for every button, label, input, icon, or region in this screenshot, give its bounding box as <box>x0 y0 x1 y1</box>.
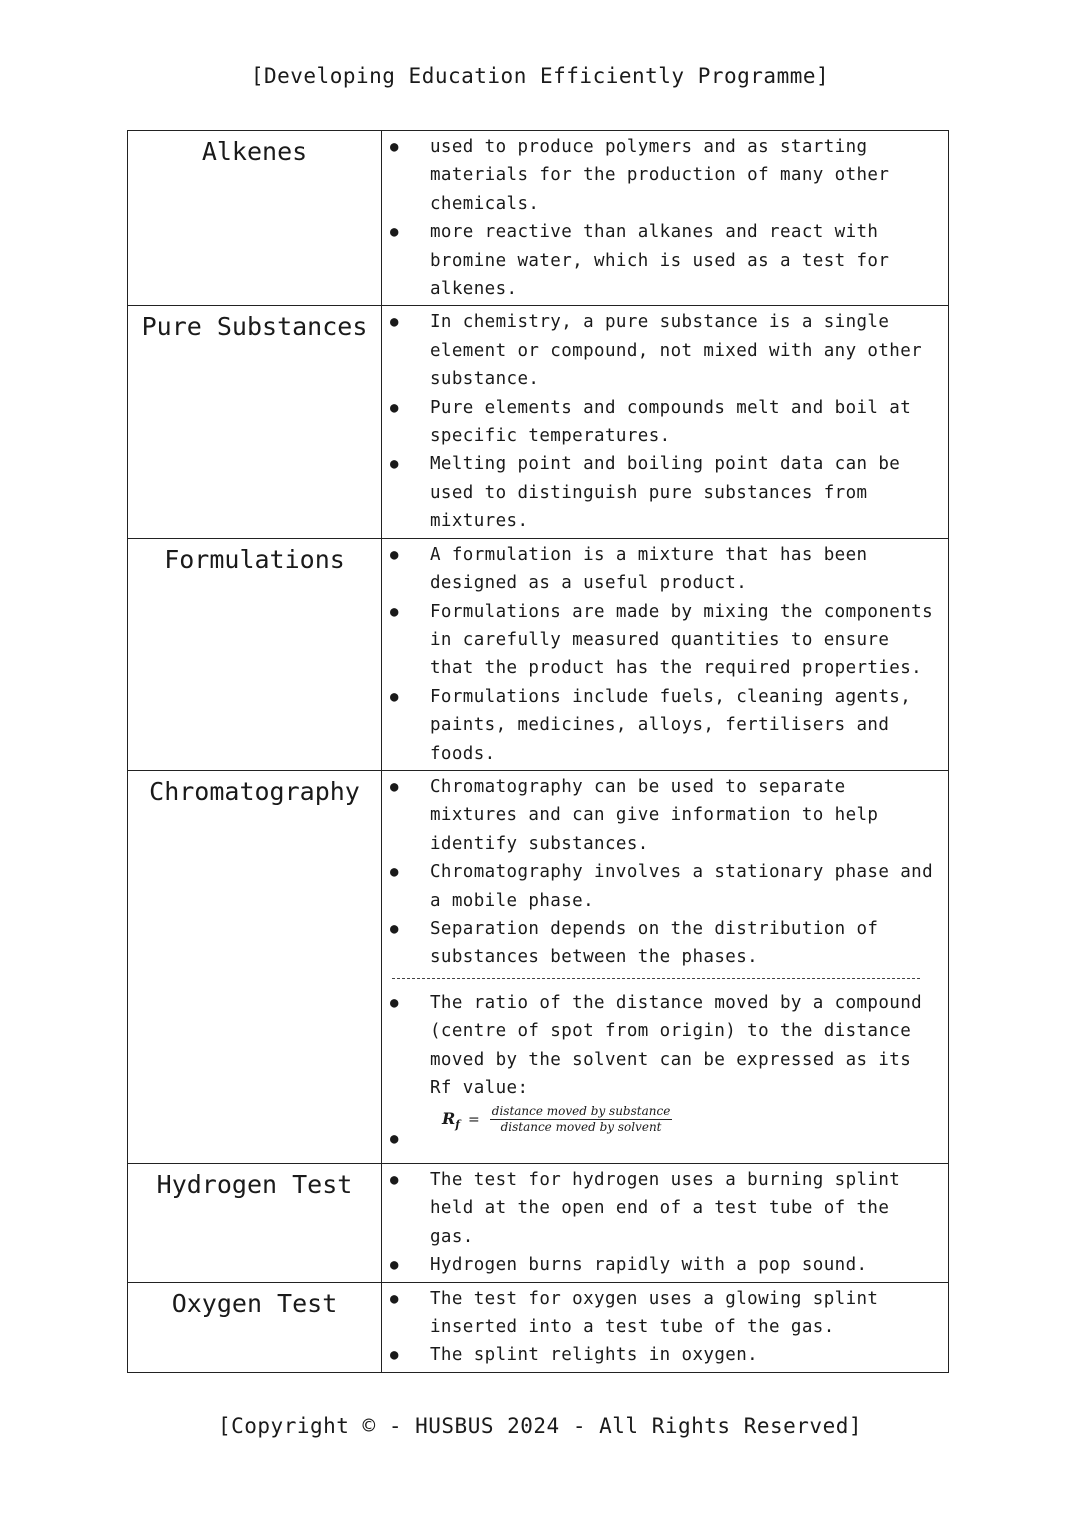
bullet-point: ● Formulations include fuels, cleaning agents, paints, medicines, alloys, fertilisers and foods. <box>390 683 936 768</box>
bullet-point: ● more reactive than alkanes and react with bromine water, which is used as a test for alkenes. <box>390 218 936 303</box>
bullet-point: ● Chromatography involves a stationary phase and a mobile phase. <box>390 858 936 915</box>
term-cell <box>128 538 382 770</box>
bullet-point: ● used to produce polymers and as starting materials for the production of many other chemicals. <box>390 133 936 218</box>
bullet-point: ● The ratio of the distance moved by a compound (centre of spot from origin) to the distance moved by the solvent can be expressed as its Rf value: <box>390 989 936 1103</box>
bullet-point: ● The test for hydrogen uses a burning splint held at the open end of a test tube of the gas. <box>390 1166 936 1251</box>
bullet-point: ● A formulation is a mixture that has been designed as a useful product. <box>390 541 936 598</box>
formula-denominator: distance moved by solvent <box>500 1120 662 1135</box>
description-cell <box>382 306 949 538</box>
formula-numerator: distance moved by substance <box>491 1104 671 1119</box>
description-cell <box>382 538 949 770</box>
term-cell <box>128 1282 382 1372</box>
empty-bullet <box>390 1135 936 1149</box>
table-row <box>128 1163 949 1282</box>
description-cell <box>382 1282 949 1372</box>
bullet-point: ● Separation depends on the distribution of substances between the phases. <box>390 915 936 972</box>
bullet-point: ● Pure elements and compounds melt and boil at specific temperatures. <box>390 394 936 451</box>
formula-fraction <box>490 1104 673 1135</box>
bullet-point: ● Formulations are made by mixing the components in carefully measured quantities to ensure that the product has the required properties. <box>390 598 936 683</box>
description-cell <box>382 1163 949 1282</box>
bullet-point: ● Hydrogen burns rapidly with a pop sound. <box>390 1251 936 1279</box>
revision-notes-table <box>127 130 949 1373</box>
term-cell <box>128 1163 382 1282</box>
term-cell <box>128 131 382 306</box>
bullet-point: ● Chromatography can be used to separate mixtures and can give information to help identify substances. <box>390 773 936 858</box>
term-oxygen-test: Oxygen Test <box>171 1288 338 1318</box>
bullet-point: ● The test for oxygen uses a glowing splint inserted into a test tube of the gas. <box>390 1285 936 1342</box>
table-row <box>128 1282 949 1372</box>
bullet-point: ● Melting point and boiling point data can be used to distinguish pure substances from mixtures. <box>390 450 936 535</box>
term-chromatography: Chromatography <box>149 776 360 806</box>
table-row <box>128 306 949 538</box>
table-row <box>128 538 949 770</box>
page-footer: [Copyright © - HUSBUS 2024 - All Rights Reserved] <box>217 1414 862 1438</box>
table-row <box>128 770 949 1163</box>
term-pure-substances: Pure Substances <box>141 312 368 342</box>
bullet-point: ● In chemistry, a pure substance is a single element or compound, not mixed with any other substance. <box>390 308 936 393</box>
description-cell <box>382 131 949 306</box>
dashed-divider <box>392 978 920 979</box>
description-cell <box>382 770 949 1163</box>
formula-equals: = <box>468 1111 480 1128</box>
term-formulations: Formulations <box>164 544 345 574</box>
term-hydrogen-test: Hydrogen Test <box>156 1169 353 1199</box>
rf-formula <box>442 1104 936 1135</box>
term-alkenes: Alkenes <box>201 137 308 166</box>
bullet-point: ● The splint relights in oxygen. <box>390 1341 936 1369</box>
formula-lhs: $R_f$ <box>442 1108 461 1131</box>
table-row <box>128 131 949 306</box>
term-cell <box>128 770 382 1163</box>
page-header: [Developing Education Efficiently Programme] <box>250 64 830 88</box>
term-cell <box>128 306 382 538</box>
